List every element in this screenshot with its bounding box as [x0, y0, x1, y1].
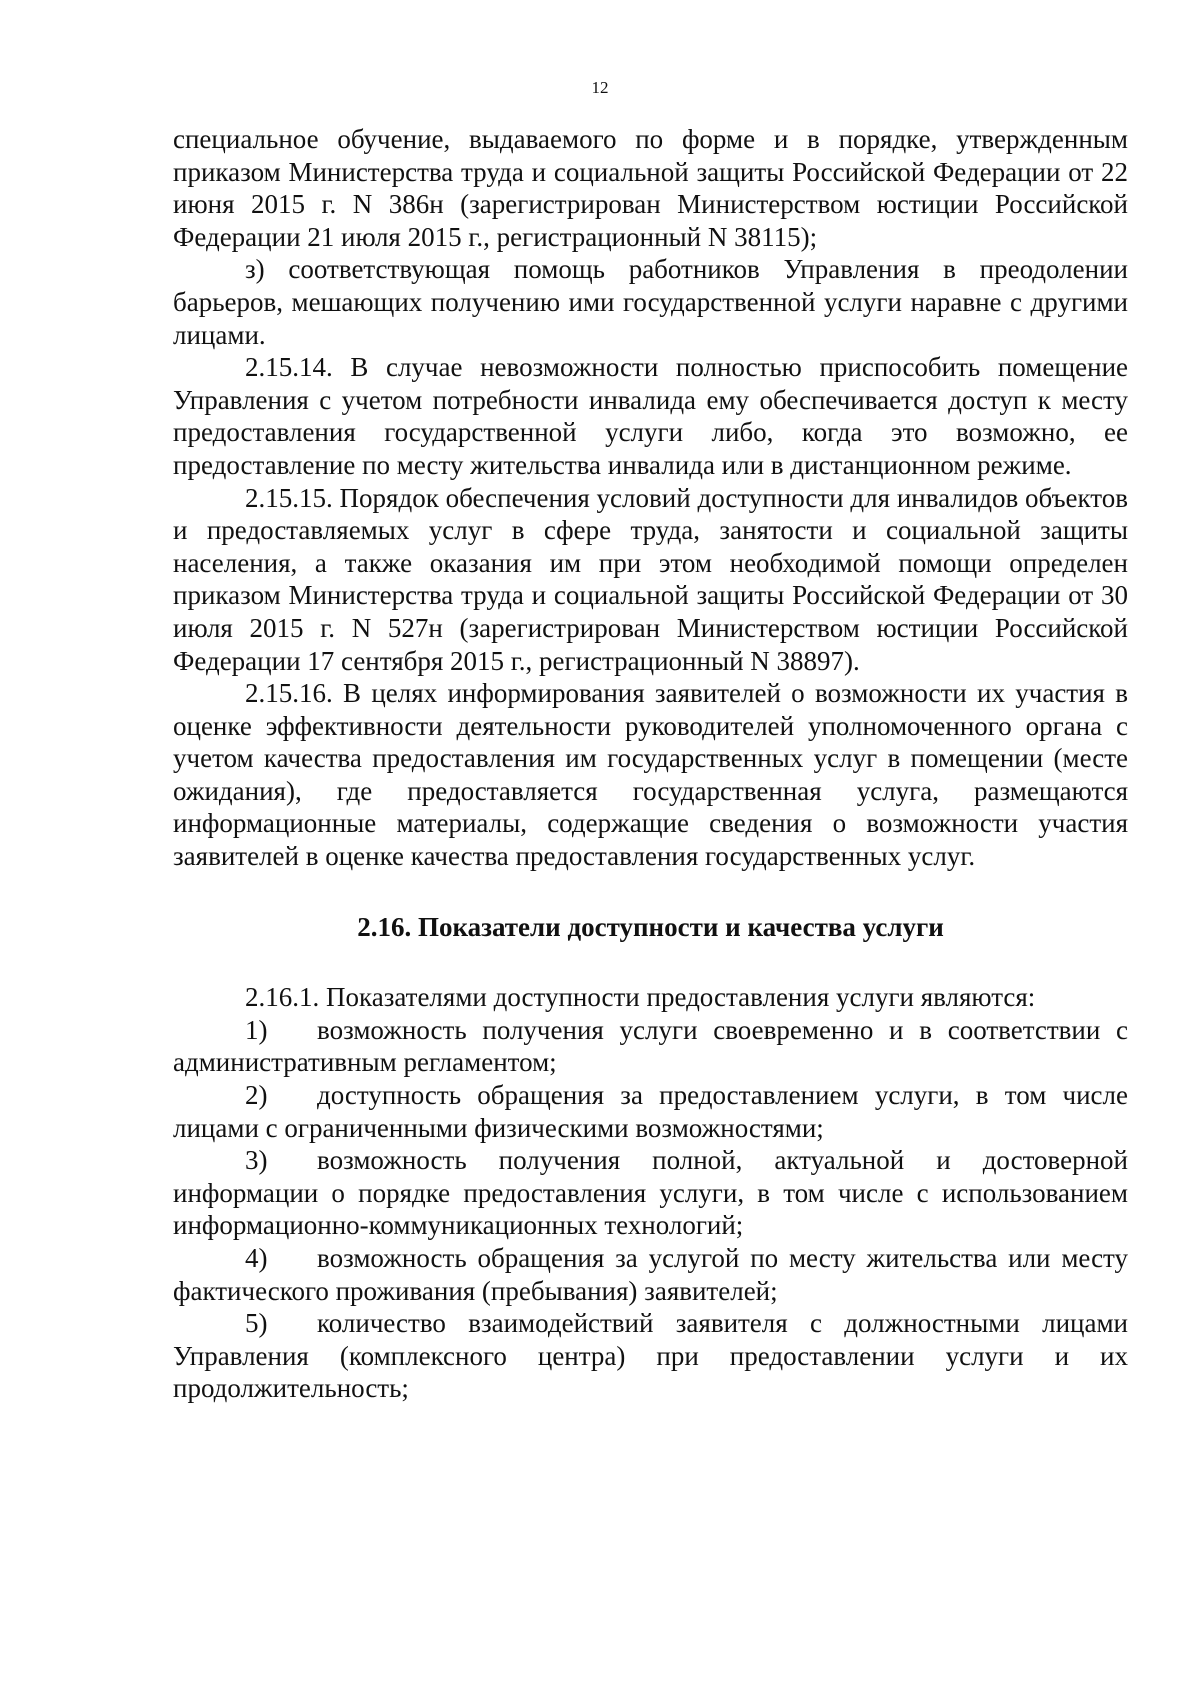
list-item-text: количество взаимодействий заявителя с должностными лицами Управления (комплексного центра) при предоставлении услуги и их продолжительность;: [173, 1308, 1128, 1404]
section-heading: 2.16. Показатели доступности и качества услуги: [357, 911, 944, 942]
list-item: [173, 1307, 1128, 1405]
paragraph-continuation: специальное обучение, выдаваемого по форме и в порядке, утвержденным приказом Министерства труда и социальной защиты Российской Федерации от 22 июня 2015 г. N 386н (зарегистрирован Министерством юстиции Российской Федерации 21 июля 2015 г., регистрационный N 38115);: [173, 124, 1128, 252]
page-number: 12: [591, 78, 609, 97]
list-item-number: 3): [245, 1145, 268, 1176]
paragraph-2-16-1: 2.16.1. Показателями доступности предоставления услуги являются:: [245, 982, 1036, 1013]
list-item: [173, 1079, 1128, 1144]
paragraph-2-15-14: 2.15.14. В случае невозможности полностью приспособить помещение Управления с учетом потребности инвалида ему обеспечивается доступ к месту предоставления государственной услуги либо, когда это возможно, ее предоставление по месту жительства инвалида или в дистанционном режиме.: [173, 352, 1128, 480]
list-item: [173, 1144, 1128, 1242]
list-item: [173, 1242, 1128, 1307]
list-item-number: 5): [245, 1308, 268, 1339]
list-item-number: 1): [245, 1014, 268, 1045]
list-item-text: доступность обращения за предоставлением услуги, в том числе лицами с ограниченными физическими возможностями;: [173, 1080, 1128, 1143]
list-item-text: возможность получения услуги своевременно и в соответствии с административным регламентом;: [173, 1014, 1128, 1078]
paragraph-item-z: з) соответствующая помощь работников Управления в преодолении барьеров, мешающих получению ими государственной услуги наравне с другими лицами.: [173, 254, 1128, 350]
list-item: [173, 1014, 1128, 1079]
document-body: [173, 123, 1128, 1405]
list-item-number: 4): [245, 1243, 268, 1273]
paragraph-2-15-16: 2.15.16. В целях информирования заявителей о возможности их участия в оценке эффективности деятельности руководителей уполномоченного органа с учетом качества предоставления им государственных услуг в помещении (месте ожидания), где предоставляется государственная услуга, размещаются информационные материалы, содержащие сведения о возможности участия заявителей в оценке качества предоставления государственных услуг.: [173, 678, 1128, 872]
list-item-number: 2): [245, 1080, 268, 1111]
paragraph-2-15-15: 2.15.15. Порядок обеспечения условий доступности для инвалидов объектов и предоставляемых услуг в сфере труда, занятости и социальной защиты населения, а также оказания им при этом необходимой помощи определен приказом Министерства труда и социальной защиты Российской Федерации от 30 июля 2015 г. N 527н (зарегистрирован Министерством юстиции Российской Федерации 17 сентября 2015 г., регистрационный N 38897).: [173, 482, 1128, 676]
list-item-text: возможность получения полной, актуальной и достоверной информации о порядке предоставления услуги, в том числе с использованием информационно-коммуникационных технологий;: [173, 1145, 1128, 1241]
list-item-text: возможность обращения за услугой по месту жительства или месту фактического проживания (пребывания) заявителей;: [173, 1243, 1128, 1306]
